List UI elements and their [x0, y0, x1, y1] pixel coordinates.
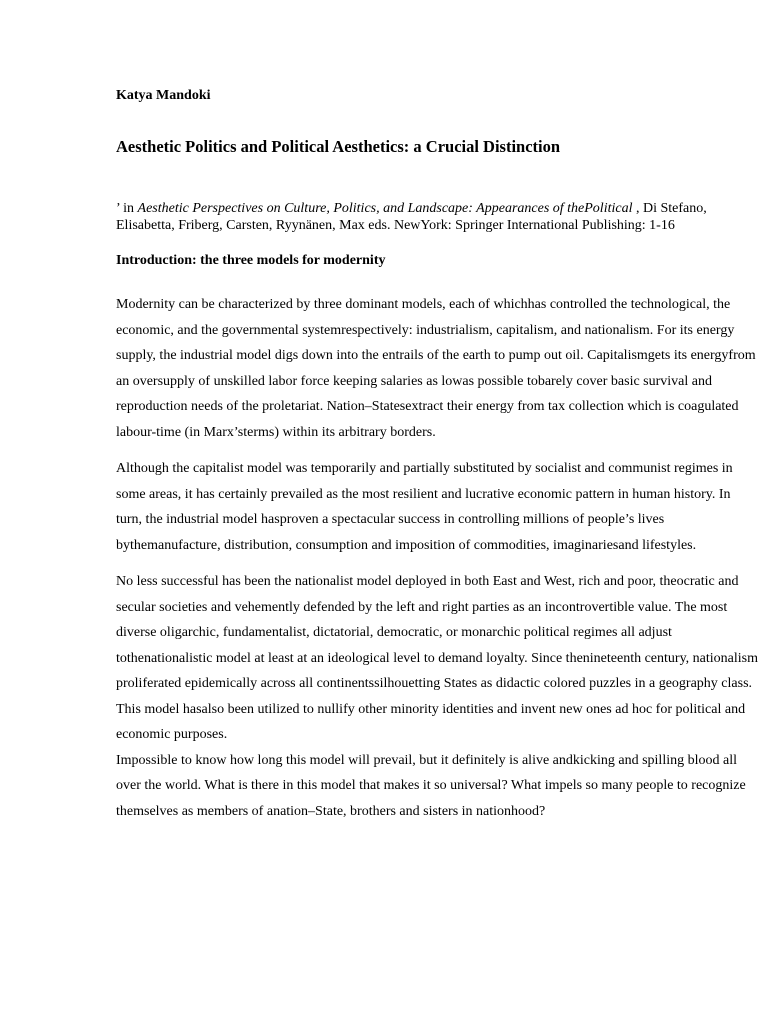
- section-heading: Introduction: the three models for modernity: [116, 253, 386, 268]
- citation-prefix: ’ in: [116, 201, 138, 216]
- document-page: [116, 86, 760, 824]
- paragraph: No less successful has been the nationalist model deployed in both East and West, rich and poor, theocratic and secular societies and vehemently defended by the left and right parties as an incontrovertible value. The most diverse oligarchic, fundamentalist, dictatorial, democratic, or monarchic political regimes all adjust tothenationalistic model at least at an ideological level to demand loyalty. Since thenineteenth century, nationalism proliferated epidemically across all continentssilhouetting States as didactic colored puzzles in a geography class. This model hasalso been utilized to nullify other minority identities and invent new ones ad hoc for political and economic purposes.: [116, 574, 758, 742]
- body-text: [116, 292, 760, 824]
- citation: [116, 200, 760, 234]
- author-name: Katya Mandoki: [116, 88, 211, 103]
- citation-book-title: Aesthetic Perspectives on Culture, Politics, and Landscape: Appearances of thePolitical: [137, 201, 633, 216]
- citation-details: , Di Stefano, Elisabetta, Friberg, Carsten, Ryynänen, Max eds. NewYork: Springer International Publishing: 1-16: [116, 201, 707, 233]
- paragraph: Although the capitalist model was temporarily and partially substituted by socialist and communist regimes in some areas, it has certainly prevailed as the most resilient and lucrative economic pattern in human history. In turn, the industrial model hasproven a spectacular success in controlling millions of people’s lives bythemanufacture, distribution, consumption and imposition of commodities, imaginariesand lifestyles.: [116, 461, 733, 553]
- paragraph: Modernity can be characterized by three dominant models, each of whichhas controlled the technological, the economic, and the governmental systemrespectively: industrialism, capitalism, and nationalism. For its energy supply, the industrial model digs down into the entrails of the earth to pump out oil. Capitalismgets its energyfrom an oversupply of unskilled labor force keeping salaries as lowas possible tobarely cover basic survival and reproduction needs of the proletariat. Nation–Statesextract their energy from tax collection which is coagulated labour-time (in Marx’sterms) within its arbitrary borders.: [116, 297, 756, 440]
- paper-title: Aesthetic Politics and Political Aesthetics: a Crucial Distinction: [116, 137, 561, 156]
- paragraph: Impossible to know how long this model will prevail, but it definitely is alive andkicking and spilling blood all over the world. What is there in this model that makes it so universal? What impels so many people to recognize themselves as members of anation–State, brothers and sisters in nationhood?: [116, 752, 746, 819]
